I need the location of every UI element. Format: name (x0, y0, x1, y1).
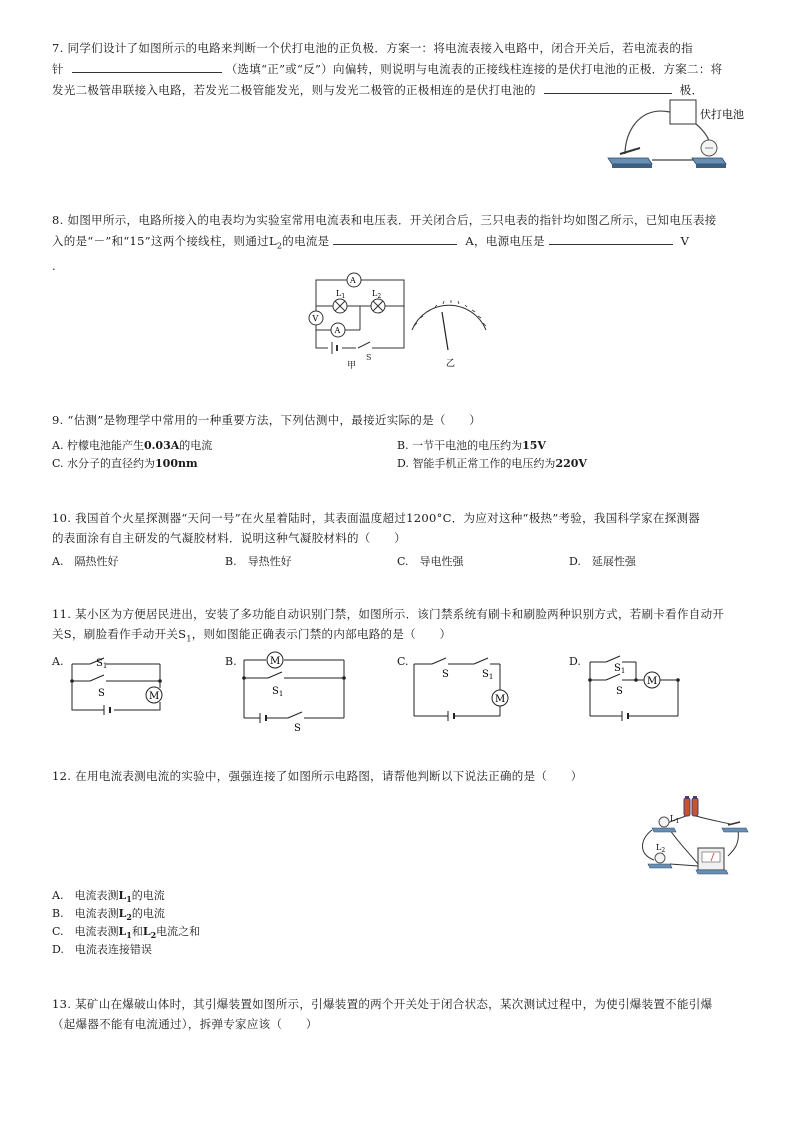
lamp-l2-icon (371, 289, 385, 313)
ammeter-icon (696, 848, 728, 874)
q7-blank-2[interactable] (544, 79, 672, 94)
question-9 (52, 410, 742, 430)
voltaic-battery-box (670, 100, 696, 124)
question-8 (52, 210, 742, 276)
q9-stem: “估测”是物理学中常用的一种重要方法，下列估测中，最接近实际的是（ ） (67, 413, 482, 427)
svg-text:S1: $S_1$ (614, 663, 626, 675)
q8-number: 8. (52, 213, 64, 227)
svg-text:S: S (98, 688, 105, 699)
q12-option-c[interactable]: C. 电流表测$L_1$和$L_2$电流之和 (52, 925, 201, 941)
svg-text:L1: $L_1$ (336, 289, 346, 300)
svg-text:L2: $L_2$ (372, 289, 382, 300)
q8-circuit-figure-jia (300, 268, 500, 370)
q8-line2: 入的是“－”和“15”这两个接线柱，则通过$L_2$的电流是 A，电源电压是 V (52, 230, 742, 256)
lamp-l1-icon (333, 289, 347, 313)
q12-option-d[interactable]: D. 电流表连接错误 (52, 943, 152, 956)
q7-number: 7. (52, 41, 64, 55)
q9-option-a[interactable]: A. 柠檬电池能产生0.03A的电流 (52, 439, 213, 452)
svg-text:S1: $S_1$ (482, 669, 494, 681)
q10-line2: 的表面涂有自主研发的气凝胶材料．说明这种气凝胶材料的（ ） (52, 531, 406, 545)
q11-circuit-a (64, 654, 174, 720)
svg-text:M: M (647, 676, 658, 687)
question-10: 10. 我国首个火星探测器“天问一号”在火星着陆时，其表面温度超过1200°C．为应对这种“极热”考验，我国科学家在探测器 的表面涂有自主研发的气凝胶材料．说明这种气凝胶材料的（ ） (52, 508, 742, 548)
q11-number: 11. (52, 607, 72, 621)
svg-text:S: S (366, 353, 372, 362)
motor-icon (492, 690, 508, 706)
svg-text:A: A (334, 326, 341, 335)
q11-option-d[interactable]: D. (569, 655, 581, 668)
q8-line3: . (52, 259, 56, 274)
svg-text:L2: $L_2$ (656, 843, 666, 854)
fig-label-yi: 乙 (446, 359, 456, 369)
q11-circuit-d (582, 652, 692, 724)
q9-option-b[interactable]: B. 一节干电池的电压约为15V (397, 439, 546, 452)
q8-line1: 8. 如图甲所示，电路所接入的电表均为实验室常用电流表和电压表．开关闭合后，三只电表的指针均如图乙所示，已知电压表接 (52, 213, 717, 227)
svg-text:V: V (312, 314, 319, 323)
fig-label-jia: 甲 (347, 361, 357, 370)
q7-line3: 发光二极管串联接入电路，若发光二极管能发光，则与发光二极管的正极相连的是伏打电池的 极． (52, 79, 742, 100)
motor-icon (267, 652, 283, 668)
ammeter-a1-icon (347, 273, 361, 287)
q12-stem: 在用电流表测电流的实验中，强强连接了如图所示电路图，请帮他判断以下说法正确的是（ ） (75, 769, 583, 783)
q11-option-b[interactable]: B. (225, 655, 237, 668)
q12-number: 12. (52, 769, 72, 783)
svg-text:M: M (149, 691, 160, 702)
q12-option-a[interactable]: A. 电流表测$L_1$的电流 (52, 889, 165, 905)
q7-line1: 7. 同学们设计了如图所示的电路来判断一个伏打电池的正负极．方案一：将电流表接入电路中，闭合开关后，若电流表的指 (52, 41, 693, 55)
svg-text:M: M (270, 656, 281, 667)
svg-text:S1: $S_1$ (272, 686, 284, 698)
svg-text:S: S (616, 686, 623, 697)
voltaic-battery-label: 伏打电池 (700, 108, 744, 121)
q10-number: 10. (52, 511, 72, 525)
q11-circuit-b (238, 648, 350, 732)
q10-option-a[interactable]: A. 隔热性好 (52, 555, 119, 568)
q8-blank-current[interactable] (333, 230, 457, 245)
motor-icon (644, 672, 660, 688)
q7-blank-1[interactable] (72, 58, 222, 73)
q8-blank-voltage[interactable] (549, 230, 673, 245)
q12-option-b[interactable]: B. 电流表测$L_2$的电流 (52, 907, 165, 923)
q10-option-d[interactable]: D. 延展性强 (569, 555, 636, 568)
motor-icon (146, 687, 162, 703)
bulb-icon (692, 140, 726, 168)
svg-text:A: A (350, 276, 356, 285)
q7-circuit-figure (600, 96, 760, 176)
svg-text:L1: $L_1$ (670, 814, 680, 825)
q9-option-c[interactable]: C. 水分子的直径约为100nm (52, 457, 198, 470)
meter-dial-icon (412, 300, 486, 369)
question-12 (52, 766, 742, 786)
q7-line2: 针 （选填“正”或“反”）向偏转，则说明与电流表的正接线柱连接的是伏打电池的正极．方案二：将 (52, 58, 742, 79)
q11-option-c[interactable]: C. (397, 655, 409, 668)
q11-circuit-c (408, 652, 518, 724)
q10-option-b[interactable]: B. 导热性好 (225, 555, 292, 568)
ammeter-a2-icon (331, 323, 345, 337)
svg-text:S1: $S_1$ (96, 658, 108, 670)
question-13: 13. 某矿山在爆破山体时，其引爆装置如图所示，引爆装置的两个开关处于闭合状态，某次测试过程中，为使引爆装置不能引爆 （起爆器不能有电流通过），拆弹专家应该（ ） (52, 994, 742, 1034)
svg-text:S: S (294, 723, 301, 732)
q10-option-c[interactable]: C. 导电性强 (397, 555, 464, 568)
q13-number: 13. (52, 997, 72, 1011)
svg-text:S: S (442, 669, 449, 680)
battery-switch-icon (328, 342, 372, 362)
bulb-l1-icon (652, 814, 679, 832)
q11-option-a[interactable]: A. (52, 655, 64, 668)
battery-icon (684, 796, 698, 816)
q9-number: 9. (52, 413, 64, 427)
voltmeter-icon (309, 311, 323, 325)
bulb-l2-icon (648, 843, 672, 868)
q9-option-d[interactable]: D. 智能手机正常工作的电压约为220V (397, 457, 587, 470)
question-7 (52, 38, 742, 100)
q12-circuit-figure (630, 794, 754, 878)
question-11: 11. 某小区为方便居民进出，安装了多功能自动识别门禁，如图所示．该门禁系统有刷卡和刷脸两种识别方式，若刷卡看作自动开 关S，刷脸看作手动开关$S_1$，则如图能正确表示门禁的内部电路的是（ ） (52, 607, 725, 644)
q13-line2: （起爆器不能有电流通过），拆弹专家应该（ ） (52, 1017, 318, 1031)
svg-text:M: M (495, 694, 506, 705)
switch-icon (608, 148, 652, 168)
